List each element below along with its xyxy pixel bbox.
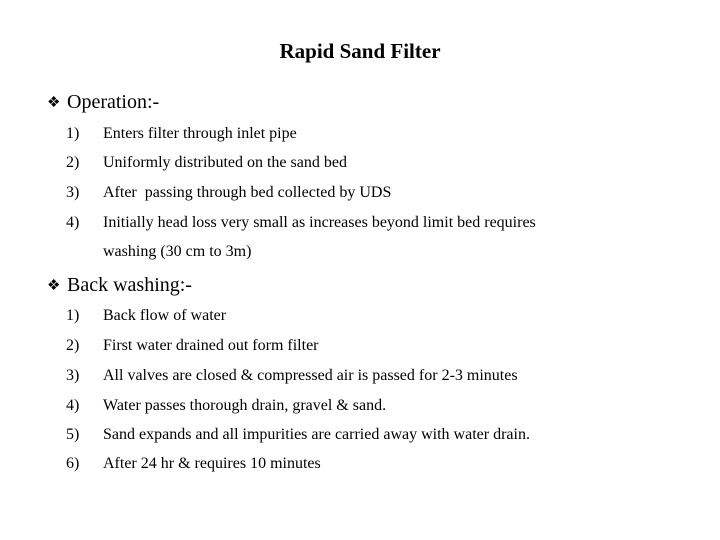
item-text: After passing through bed collected by UDS [103, 184, 392, 201]
item-text: After 24 hr & requires 10 minutes [103, 455, 321, 472]
list-item [66, 183, 391, 203]
section-heading-label: Back washing:- [67, 274, 192, 296]
list-item [66, 124, 297, 144]
item-text: First water drained out form filter [103, 337, 319, 354]
list-item [66, 454, 321, 474]
diamond-cluster-icon: ❖ [47, 278, 61, 294]
item-number: 3) [66, 367, 80, 384]
item-number: 4) [66, 214, 80, 231]
list-item [66, 306, 226, 326]
slide-title: Rapid Sand Filter [279, 39, 441, 63]
item-number: 2) [66, 337, 80, 354]
item-text: Sand expands and all impurities are carried away with water drain. [103, 426, 530, 443]
list-item [66, 336, 319, 356]
item-number: 5) [66, 426, 80, 443]
item-number: 6) [66, 455, 80, 472]
item-text: All valves are closed & compressed air is passed for 2-3 minutes [103, 367, 518, 384]
item-text-continuation: washing (30 cm to 3m) [103, 243, 252, 260]
item-text: Enters filter through inlet pipe [103, 125, 297, 142]
item-text: Water passes thorough drain, gravel & sand. [103, 397, 387, 414]
section-heading-operation [47, 89, 159, 116]
item-text: Initially head loss very small as increases beyond limit bed requires [103, 214, 536, 231]
section-heading-back-washing [47, 272, 192, 299]
section-heading-label: Operation:- [67, 91, 160, 113]
list-item [66, 396, 386, 416]
item-number: 1) [66, 307, 80, 324]
item-number: 3) [66, 184, 80, 201]
list-item [66, 213, 536, 233]
item-number: 2) [66, 154, 80, 171]
list-item [66, 153, 347, 173]
list-item [66, 425, 530, 445]
item-text: Back flow of water [103, 307, 227, 324]
item-number: 4) [66, 397, 80, 414]
item-number: 1) [66, 125, 80, 142]
item-text: Uniformly distributed on the sand bed [103, 154, 347, 171]
list-item [66, 366, 518, 386]
diamond-cluster-icon: ❖ [47, 95, 61, 111]
